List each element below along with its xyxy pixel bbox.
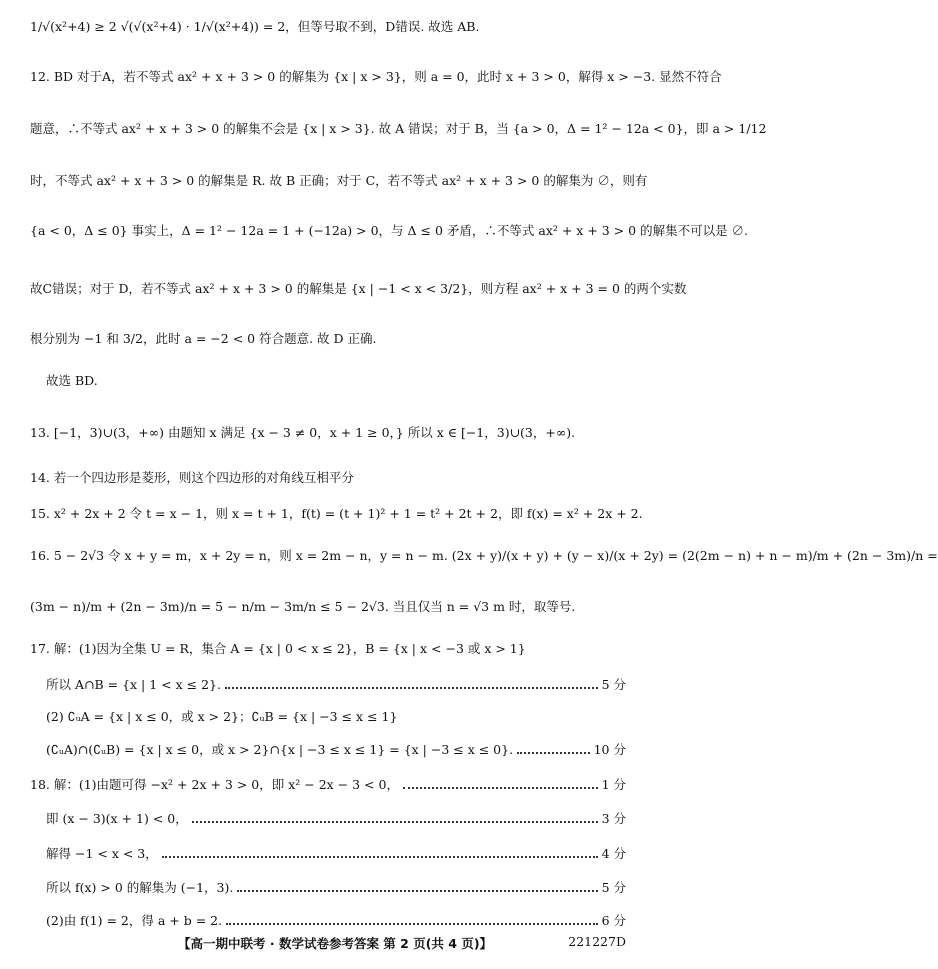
score-points: 6 分 — [601, 913, 626, 928]
answer-line: 14. 若一个四边形是菱形，则这个四边形的对角线互相平分 — [30, 470, 354, 485]
solution-step: (∁ᵤA)∩(∁ᵤB) = {x | x ≤ 0，或 x > 2}∩{x | −3 ≤ x ≤ 1} = {x | −3 ≤ x ≤ 0}. — [46, 742, 514, 757]
scored-line — [46, 708, 626, 726]
solution-step: 所以 A∩B = {x | 1 < x ≤ 2}. — [46, 677, 221, 692]
dot-leader — [517, 752, 590, 754]
score-points: 5 分 — [601, 677, 626, 692]
answer-line: 故C错误；对于 D，若不等式 ax² + x + 3 > 0 的解集是 {x | −1 < x < 3/2}，则方程 ax² + x + 3 = 0 的两个实数 — [30, 281, 687, 296]
answer-line: 故选 BD. — [46, 373, 98, 388]
scored-line — [46, 879, 626, 897]
answer-line: 1/√(x²+4) ≥ 2 √(√(x²+4) · 1/√(x²+4)) = 2，但等号取不到，D错误. 故选 AB. — [30, 19, 480, 34]
answer-line: 题意，∴不等式 ax² + x + 3 > 0 的解集不会是 {x | x > 3}. 故 A 错误；对于 B，当 {a > 0，Δ = 1² − 12a < 0}，即 a > 1/12 — [30, 121, 767, 136]
score-points: 5 分 — [601, 880, 626, 895]
footer-title: 【高一期中联考 · 数学试卷参考答案 第 2 页(共 4 页)】 — [178, 936, 493, 951]
answer-line: 根分别为 −1 和 3/2，此时 a = −2 < 0 符合题意. 故 D 正确. — [30, 331, 377, 346]
dot-leader — [237, 890, 597, 892]
dot-leader — [403, 787, 598, 789]
scored-line — [46, 741, 626, 759]
solution-step: 18. 解：(1)由题可得 −x² + 2x + 3 > 0，即 x² − 2x − 3 < 0， — [30, 777, 399, 792]
scored-line — [46, 912, 626, 930]
answer-line: 时，不等式 ax² + x + 3 > 0 的解集是 R. 故 B 正确；对于 C，若不等式 ax² + x + 3 > 0 的解集为 ∅，则有 — [30, 173, 648, 188]
solution-step: (2)由 f(1) = 2，得 a + b = 2. — [46, 913, 223, 928]
score-points: 10 分 — [593, 742, 626, 757]
answer-line: 13. [−1，3)∪(3，+∞) 由题知 x 满足 {x − 3 ≠ 0，x + 1 ≥ 0，} 所以 x ∈ [−1，3)∪(3，+∞). — [30, 425, 576, 440]
answer-line: 17. 解：(1)因为全集 U = R，集合 A = {x | 0 < x ≤ 2}，B = {x | x < −3 或 x > 1} — [30, 641, 526, 656]
answer-line: 15. x² + 2x + 2 令 t = x − 1，则 x = t + 1，f(t) = (t + 1)² + 1 = t² + 2t + 2，即 f(x) = x² + 2x + 2. — [30, 506, 643, 521]
dot-leader — [226, 923, 597, 925]
document-code: 221227D — [568, 934, 626, 949]
solution-step: 解得 −1 < x < 3， — [46, 846, 158, 861]
scored-line — [46, 676, 626, 694]
answer-line: 12. BD 对于A，若不等式 ax² + x + 3 > 0 的解集为 {x | x > 3}，则 a = 0，此时 x + 3 > 0，解得 x > −3. 显然不符合 — [30, 69, 722, 84]
answer-line: 16. 5 − 2√3 令 x + y = m，x + 2y = n，则 x = 2m − n，y = n − m. (2x + y)/(x + y) + (y − x)/(x + 2y) = (2(2m − n) + n − m)/m + (2n − 3m)/n = — [30, 548, 938, 563]
solution-step: (2) ∁ᵤA = {x | x ≤ 0，或 x > 2}；∁ᵤB = {x | −3 ≤ x ≤ 1} — [46, 709, 398, 724]
dot-leader — [162, 856, 598, 858]
score-points: 4 分 — [601, 846, 626, 861]
answer-line: (3m − n)/m + (2n − 3m)/n = 5 − n/m − 3m/n ≤ 5 − 2√3. 当且仅当 n = √3 m 时，取等号. — [30, 599, 576, 614]
solution-step: 即 (x − 3)(x + 1) < 0， — [46, 811, 188, 826]
dot-leader — [225, 687, 598, 689]
scored-line — [30, 776, 626, 794]
scored-line — [46, 810, 626, 828]
answer-line: {a < 0，Δ ≤ 0} 事实上，Δ = 1² − 12a = 1 + (−12a) > 0，与 Δ ≤ 0 矛盾，∴不等式 ax² + x + 3 > 0 的解集不可以是 ∅. — [30, 223, 749, 238]
solution-step: 所以 f(x) > 0 的解集为 (−1，3). — [46, 880, 234, 895]
dot-leader — [192, 821, 598, 823]
scored-line — [46, 845, 626, 863]
score-points: 1 分 — [601, 777, 626, 792]
score-points: 3 分 — [601, 811, 626, 826]
